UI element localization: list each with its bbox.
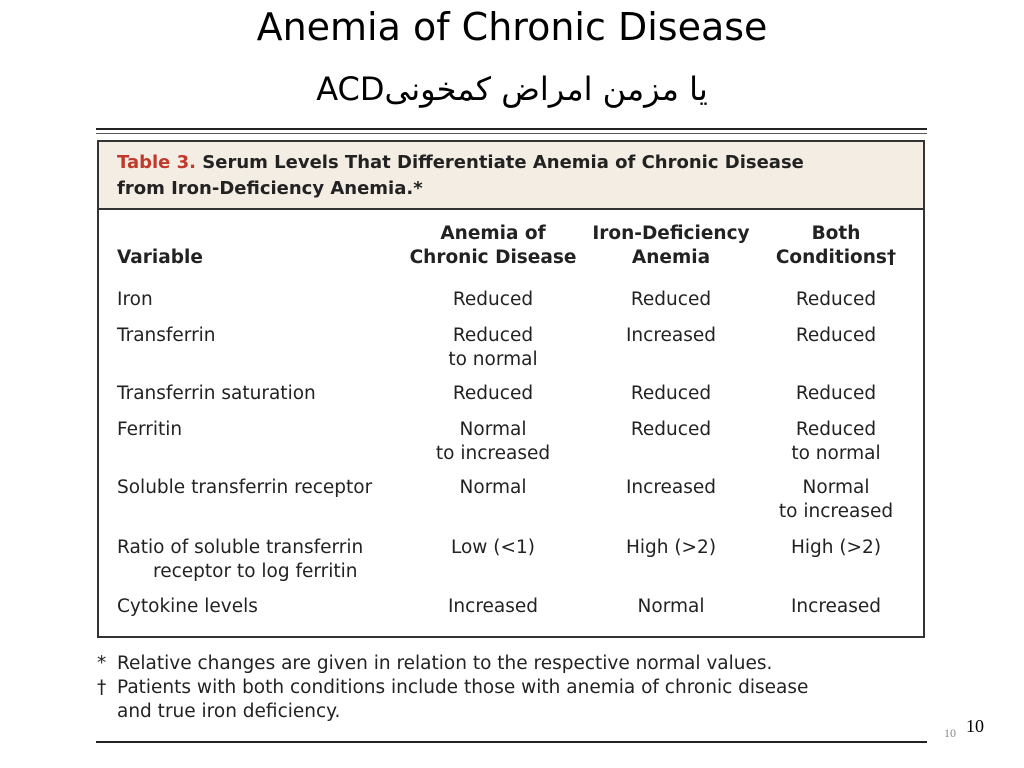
- figure-bottom-rule: [96, 741, 927, 743]
- row-transferrin-variable: Transferrin: [117, 325, 216, 346]
- row-saturation-ida: Reduced: [630, 383, 712, 404]
- row-ratio-acd: Low (<1): [450, 537, 536, 558]
- table-caption-label: Table 3.: [117, 152, 196, 173]
- row-receptor-both: [761, 476, 911, 524]
- row-iron-variable: Iron: [117, 289, 153, 310]
- header-variable: Variable: [117, 247, 203, 268]
- row-ratio-variable: [117, 536, 363, 584]
- row-ferritin-both-line1: Reduced: [795, 419, 877, 440]
- table-caption-line2: from Iron-Deficiency Anemia.*: [117, 178, 423, 199]
- row-cytokine-ida: Normal: [637, 596, 705, 617]
- row-receptor-acd: Normal: [459, 477, 527, 498]
- row-cytokine-acd: Increased: [447, 596, 539, 617]
- row-ferritin-both: [761, 418, 911, 466]
- footnote-dagger-line1: Patients with both conditions include those with anemia of chronic disease: [117, 677, 809, 698]
- serum-levels-table: [97, 140, 925, 638]
- header-acd-line1: Anemia of: [440, 223, 546, 244]
- table-caption-line1: Serum Levels That Differentiate Anemia of Chronic Disease: [196, 152, 804, 173]
- row-cytokine-variable: Cytokine levels: [117, 596, 258, 617]
- row-ferritin-both-line2: to normal: [791, 443, 881, 464]
- header-ida: [581, 222, 761, 270]
- page-number-small: 10: [944, 726, 956, 740]
- footnote-dagger-mark: †: [97, 677, 107, 698]
- footnote-dagger: [97, 676, 917, 724]
- slide-subtitle: یا مزمن امراض کمخونیACD: [316, 70, 708, 108]
- row-saturation-acd: Reduced: [452, 383, 534, 404]
- row-transferrin-acd-line1: Reduced: [452, 325, 534, 346]
- page-number: 10: [966, 716, 984, 736]
- table-grid: [99, 142, 923, 636]
- footnote-dagger-line2: and true iron deficiency.: [117, 701, 341, 722]
- row-iron-ida: Reduced: [630, 289, 712, 310]
- row-ferritin-acd: [399, 418, 587, 466]
- row-saturation-both: Reduced: [795, 383, 877, 404]
- header-both-line1: Both: [811, 223, 861, 244]
- header-acd-line2: Chronic Disease: [409, 247, 577, 268]
- row-receptor-both-line2: to increased: [778, 501, 894, 522]
- row-ferritin-acd-line2: to increased: [435, 443, 551, 464]
- row-ferritin-variable: Ferritin: [117, 419, 183, 440]
- row-ratio-both: High (>2): [790, 537, 882, 558]
- header-ida-line1: Iron-Deficiency: [592, 223, 750, 244]
- row-transferrin-ida: Increased: [625, 325, 717, 346]
- row-saturation-variable: Transferrin saturation: [117, 383, 316, 404]
- header-both: [761, 222, 911, 270]
- row-iron-acd: Reduced: [452, 289, 534, 310]
- header-both-line2: Conditions†: [775, 247, 897, 268]
- header-acd: [399, 222, 587, 270]
- table-footnotes: [97, 652, 917, 724]
- figure-top-rule: [96, 128, 927, 130]
- row-ratio-ida: High (>2): [625, 537, 717, 558]
- slide-title: Anemia of Chronic Disease: [256, 5, 768, 49]
- header-ida-line2: Anemia: [631, 247, 711, 268]
- row-ratio-variable-line2: receptor to log ferritin: [153, 561, 358, 582]
- row-iron-both: Reduced: [795, 289, 877, 310]
- row-receptor-ida: Increased: [625, 477, 717, 498]
- footnote-star-mark: *: [97, 653, 107, 674]
- row-transferrin-acd: [399, 324, 587, 372]
- row-receptor-variable: Soluble transferrin receptor: [117, 477, 373, 498]
- row-ferritin-ida: Reduced: [630, 419, 712, 440]
- row-transferrin-acd-line2: to normal: [448, 349, 538, 370]
- row-cytokine-both: Increased: [790, 596, 882, 617]
- footnote-star: [97, 652, 917, 676]
- row-ratio-variable-line1: Ratio of soluble transferrin: [117, 537, 364, 558]
- footnote-star-text: Relative changes are given in relation to the respective normal values.: [117, 653, 773, 674]
- figure-top-rule-thin: [96, 133, 927, 134]
- row-transferrin-both: Reduced: [795, 325, 877, 346]
- row-receptor-both-line1: Normal: [802, 477, 870, 498]
- row-ferritin-acd-line1: Normal: [459, 419, 527, 440]
